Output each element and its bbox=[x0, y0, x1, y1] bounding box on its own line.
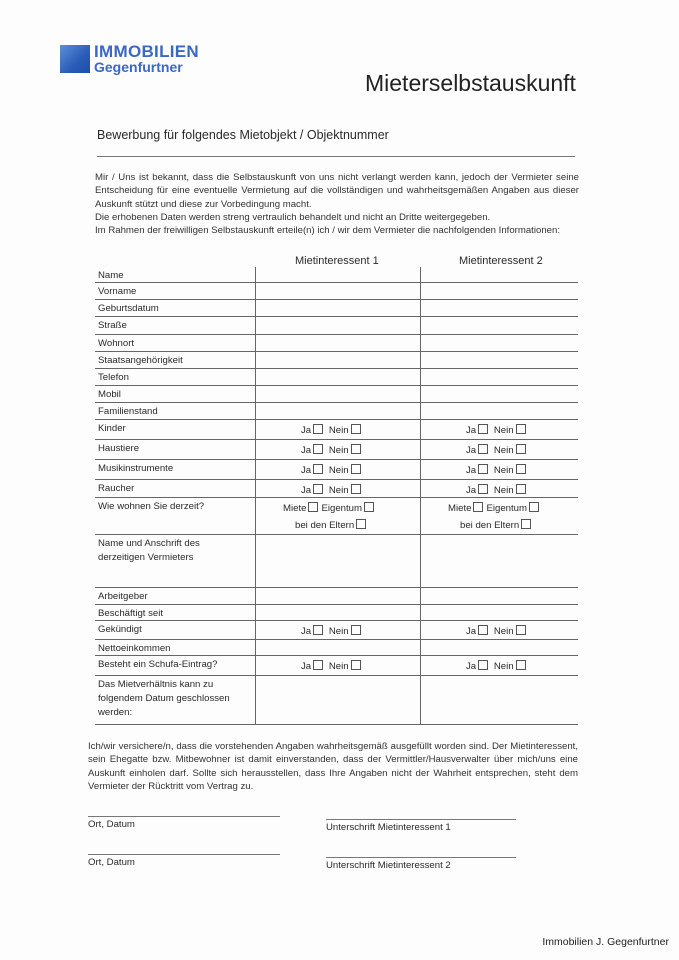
table-row bbox=[95, 300, 578, 317]
column-divider bbox=[420, 267, 421, 725]
housing-options-parents bbox=[460, 519, 534, 531]
no-label: Nein bbox=[328, 485, 349, 496]
housing-options-parents bbox=[295, 519, 369, 531]
yes-no-options bbox=[466, 444, 529, 456]
parents-label: bei den Eltern bbox=[460, 520, 520, 531]
yes-no-options bbox=[301, 444, 364, 456]
column-divider bbox=[255, 267, 256, 725]
table-row bbox=[95, 588, 578, 605]
yes-checkbox[interactable] bbox=[313, 464, 323, 474]
intro-paragraph: Im Rahmen der freiwilligen Selbstauskunft erteile(n) ich / wir dem Vermieter die nachfolgenden Informationen: bbox=[95, 225, 560, 237]
text-field[interactable] bbox=[421, 640, 577, 655]
yes-no-options bbox=[466, 625, 529, 637]
row-label: Besteht ein Schufa-Eintrag? bbox=[98, 659, 218, 670]
page-title: Mieterselbstauskunft bbox=[365, 70, 576, 96]
place-date-label-1: Ort, Datum bbox=[88, 819, 135, 830]
table-row bbox=[95, 640, 578, 656]
no-label: Nein bbox=[493, 425, 514, 436]
no-checkbox[interactable] bbox=[351, 464, 361, 474]
yes-no-options bbox=[466, 660, 529, 672]
text-field[interactable] bbox=[421, 605, 577, 620]
subject-input-line[interactable] bbox=[97, 156, 575, 157]
no-checkbox[interactable] bbox=[516, 660, 526, 670]
table-row bbox=[95, 335, 578, 352]
text-field[interactable] bbox=[421, 535, 577, 587]
no-label: Nein bbox=[328, 445, 349, 456]
no-checkbox[interactable] bbox=[516, 484, 526, 494]
row-label: Vorname bbox=[98, 286, 137, 297]
yes-no-options bbox=[301, 625, 364, 637]
yes-label: Ja bbox=[466, 626, 477, 637]
text-field[interactable] bbox=[421, 300, 577, 316]
intro-paragraph: Die erhobenen Daten werden streng vertraulich behandelt und nicht an Dritte weitergegeben. bbox=[95, 211, 491, 223]
table-row bbox=[95, 386, 578, 403]
yes-checkbox[interactable] bbox=[478, 424, 488, 434]
yes-label: Ja bbox=[466, 445, 477, 456]
text-field[interactable] bbox=[421, 317, 577, 334]
place-date-line-1[interactable] bbox=[88, 816, 280, 817]
no-label: Nein bbox=[328, 465, 349, 476]
row-label: Geburtsdatum bbox=[98, 303, 159, 314]
rent-label: Miete bbox=[283, 503, 307, 514]
yes-label: Ja bbox=[466, 465, 477, 476]
no-checkbox[interactable] bbox=[351, 625, 361, 635]
row-label: Das Mietverhältnis kann zu folgendem Datum geschlossen werden: bbox=[98, 679, 230, 718]
own-label: Eigentum bbox=[321, 503, 362, 514]
table-row bbox=[95, 460, 578, 480]
row-label: Name bbox=[98, 270, 124, 281]
row-label: Raucher bbox=[98, 483, 135, 494]
no-checkbox[interactable] bbox=[516, 625, 526, 635]
text-field[interactable] bbox=[256, 535, 419, 587]
subject-label: Bewerbung für folgendes Mietobjekt / Objektnummer bbox=[97, 128, 389, 142]
no-checkbox[interactable] bbox=[516, 424, 526, 434]
table-row bbox=[95, 676, 578, 725]
column-header-applicant-1: Mietinteressent 1 bbox=[295, 255, 379, 267]
column-header-applicant-2: Mietinteressent 2 bbox=[459, 255, 543, 267]
footer-text: Immobilien J. Gegenfurtner bbox=[542, 936, 669, 948]
yes-label: Ja bbox=[301, 661, 312, 672]
row-label: Musikinstrumente bbox=[98, 463, 174, 474]
intro-paragraph: Mir / Uns ist bekannt, dass die Selbstauskunft von uns nicht verlangt werden kann, jedoch der Vermieter seine Entscheidung für eine eventuelle Vermietung auf die vollständigen und wahrheitsgemäßen Angaben aus dieser Auskunft stützt und diese zur Vorbedingung macht. bbox=[95, 172, 579, 210]
text-field[interactable] bbox=[256, 352, 419, 368]
text-field[interactable] bbox=[256, 283, 419, 299]
yes-label: Ja bbox=[301, 626, 312, 637]
no-checkbox[interactable] bbox=[516, 464, 526, 474]
logo-mark bbox=[60, 45, 90, 73]
yes-label: Ja bbox=[301, 465, 312, 476]
signature-line-1[interactable] bbox=[326, 819, 516, 820]
text-field[interactable] bbox=[256, 369, 419, 385]
no-label: Nein bbox=[328, 425, 349, 436]
no-label: Nein bbox=[493, 445, 514, 456]
text-field[interactable] bbox=[256, 588, 419, 604]
row-label: Familienstand bbox=[98, 406, 158, 417]
rent-checkbox[interactable] bbox=[308, 502, 318, 512]
signature-label-1: Unterschrift Mietinteressent 1 bbox=[326, 822, 451, 833]
logo-line1: IMMOBILIEN bbox=[94, 42, 199, 61]
row-label: Gekündigt bbox=[98, 624, 142, 635]
parents-checkbox[interactable] bbox=[356, 519, 366, 529]
row-label: Haustiere bbox=[98, 443, 140, 454]
logo-line2: Gegenfurtner bbox=[94, 59, 183, 75]
signature-line-2[interactable] bbox=[326, 857, 516, 858]
yes-checkbox[interactable] bbox=[478, 660, 488, 670]
no-label: Nein bbox=[493, 626, 514, 637]
yes-label: Ja bbox=[301, 485, 312, 496]
yes-label: Ja bbox=[466, 425, 477, 436]
row-label: Name und Anschrift des derzeitigen Vermieters bbox=[98, 538, 200, 563]
table-row bbox=[95, 621, 578, 640]
text-field[interactable] bbox=[421, 403, 577, 419]
yes-label: Ja bbox=[301, 445, 312, 456]
yes-checkbox[interactable] bbox=[313, 625, 323, 635]
table-row bbox=[95, 605, 578, 621]
table-row bbox=[95, 498, 578, 535]
intro-text bbox=[95, 171, 579, 237]
table-row bbox=[95, 403, 578, 420]
row-label: Wie wohnen Sie derzeit? bbox=[98, 501, 205, 512]
rent-label: Miete bbox=[448, 503, 472, 514]
own-checkbox[interactable] bbox=[364, 502, 374, 512]
no-checkbox[interactable] bbox=[351, 424, 361, 434]
text-field[interactable] bbox=[256, 676, 419, 724]
no-checkbox[interactable] bbox=[516, 444, 526, 454]
text-field[interactable] bbox=[256, 335, 419, 351]
yes-checkbox[interactable] bbox=[313, 424, 323, 434]
text-field[interactable] bbox=[421, 283, 577, 299]
yes-no-options bbox=[301, 464, 364, 476]
text-field[interactable] bbox=[256, 267, 419, 282]
text-field[interactable] bbox=[421, 588, 577, 604]
table-row bbox=[95, 656, 578, 676]
yes-label: Ja bbox=[466, 485, 477, 496]
row-label: Wohnort bbox=[98, 338, 135, 349]
text-field[interactable] bbox=[421, 335, 577, 351]
text-field[interactable] bbox=[256, 300, 419, 316]
no-label: Nein bbox=[493, 465, 514, 476]
row-label: Beschäftigt seit bbox=[98, 608, 164, 619]
yes-label: Ja bbox=[301, 425, 312, 436]
place-date-line-2[interactable] bbox=[88, 854, 280, 855]
row-label: Mobil bbox=[98, 389, 121, 400]
text-field[interactable] bbox=[421, 352, 577, 368]
table-row bbox=[95, 352, 578, 369]
table-row bbox=[95, 420, 578, 440]
row-label: Kinder bbox=[98, 423, 126, 434]
yes-checkbox[interactable] bbox=[313, 484, 323, 494]
row-label: Nettoeinkommen bbox=[98, 643, 171, 654]
yes-no-options bbox=[301, 660, 364, 672]
text-field[interactable] bbox=[421, 676, 577, 724]
yes-checkbox[interactable] bbox=[478, 625, 488, 635]
no-checkbox[interactable] bbox=[351, 660, 361, 670]
table-row bbox=[95, 317, 578, 335]
rent-checkbox[interactable] bbox=[473, 502, 483, 512]
text-field[interactable] bbox=[256, 386, 419, 402]
yes-no-options bbox=[301, 484, 364, 496]
text-field[interactable] bbox=[256, 605, 419, 620]
yes-checkbox[interactable] bbox=[313, 444, 323, 454]
parents-label: bei den Eltern bbox=[295, 520, 355, 531]
yes-no-options bbox=[466, 464, 529, 476]
table-row bbox=[95, 283, 578, 300]
declaration-text: Ich/wir versichere/n, dass die vorstehenden Angaben wahrheitsgemäß ausgefüllt worden sind. Der Mietinteressent, sein Ehegatte bzw. Mitbewohner ist damit einverstanden, dass der Vermittler/Hausverwalter über mich/uns eine Auskunft einholen darf. Sollte sich herausstellen, dass Ihre Angaben nicht der Wahrheit entsprechen, steht dem Vermieter der Rücktritt vom Vertrag zu. bbox=[88, 741, 578, 792]
own-checkbox[interactable] bbox=[529, 502, 539, 512]
yes-checkbox[interactable] bbox=[313, 660, 323, 670]
text-field[interactable] bbox=[421, 386, 577, 402]
table-row bbox=[95, 369, 578, 386]
table-row bbox=[95, 267, 578, 283]
place-date-label-2: Ort, Datum bbox=[88, 857, 135, 868]
row-label: Straße bbox=[98, 320, 127, 331]
no-label: Nein bbox=[493, 661, 514, 672]
text-field[interactable] bbox=[256, 640, 419, 655]
row-label: Staatsangehörigkeit bbox=[98, 355, 183, 366]
no-checkbox[interactable] bbox=[351, 444, 361, 454]
housing-options bbox=[283, 502, 377, 514]
yes-no-options bbox=[466, 424, 529, 436]
table-row bbox=[95, 535, 578, 588]
row-label: Telefon bbox=[98, 372, 129, 383]
text-field[interactable] bbox=[256, 317, 419, 334]
text-field[interactable] bbox=[421, 369, 577, 385]
table-row bbox=[95, 440, 578, 460]
yes-checkbox[interactable] bbox=[478, 464, 488, 474]
no-label: Nein bbox=[328, 661, 349, 672]
housing-options bbox=[448, 502, 542, 514]
yes-no-options bbox=[466, 484, 529, 496]
parents-checkbox[interactable] bbox=[521, 519, 531, 529]
yes-checkbox[interactable] bbox=[478, 484, 488, 494]
table-row bbox=[95, 480, 578, 498]
signature-label-2: Unterschrift Mietinteressent 2 bbox=[326, 860, 451, 871]
own-label: Eigentum bbox=[486, 503, 527, 514]
yes-label: Ja bbox=[466, 661, 477, 672]
yes-no-options bbox=[301, 424, 364, 436]
no-label: Nein bbox=[328, 626, 349, 637]
yes-checkbox[interactable] bbox=[478, 444, 488, 454]
row-label: Arbeitgeber bbox=[98, 591, 148, 602]
text-field[interactable] bbox=[421, 267, 577, 282]
text-field[interactable] bbox=[256, 403, 419, 419]
no-checkbox[interactable] bbox=[351, 484, 361, 494]
no-label: Nein bbox=[493, 485, 514, 496]
